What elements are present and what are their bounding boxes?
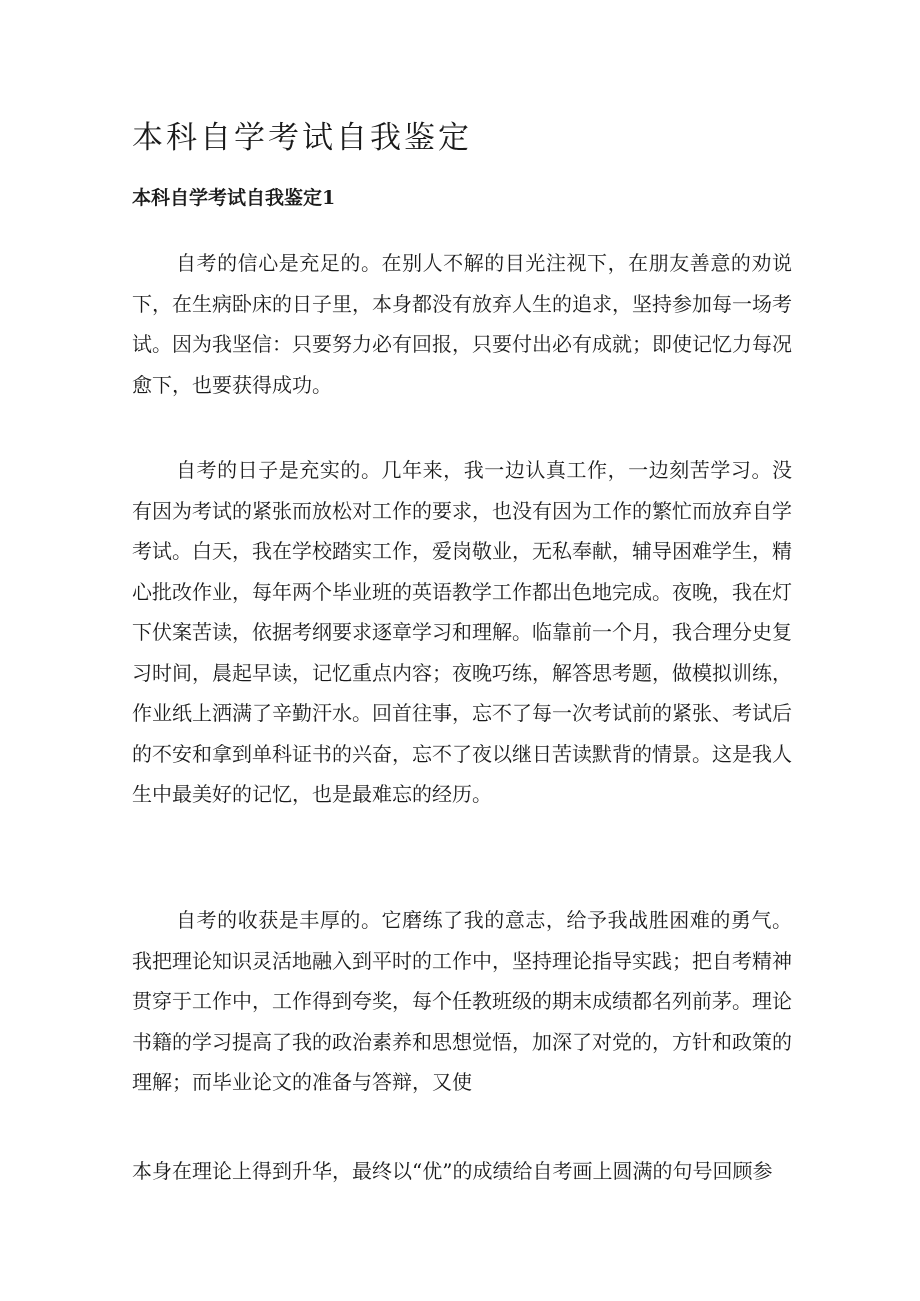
document-title: 本科自学考试自我鉴定 xyxy=(132,120,472,156)
document-subtitle: 本科自学考试自我鉴定1 xyxy=(132,187,336,209)
paragraph-1: 自考的信心是充足的。在别人不解的目光注视下，在朋友善意的劝说下，在生病卧床的日子里，本身都没有放弃人生的追求，坚持参加每一场考试。因为我坚信：只要努力必有回报，只要付出必有成就；即使记忆力每况愈下，也要获得成功。 xyxy=(132,251,792,397)
paragraph-3: 自考的收获是丰厚的。它磨练了我的意志，给予我战胜困难的勇气。我把理论知识灵活地融入到平时的工作中，坚持理论指导实践；把自考精神贯穿于工作中，工作得到夸奖，每个任教班级的期末成绩都名列前茅。理论书籍的学习提高了我的政治素养和思想觉悟，加深了对党的，方针和政策的理解；而毕业论文的准备与答辩，又使 xyxy=(132,908,792,1094)
paragraph-4: 本身在理论上得到升华，最终以“优”的成绩给自考画上圆满的句号回顾参 xyxy=(132,1159,773,1183)
paragraph-2: 自考的日子是充实的。几年来，我一边认真工作，一边刻苦学习。没有因为考试的紧张而放松对工作的要求，也没有因为工作的繁忙而放弃自学考试。白天，我在学校踏实工作，爱岗敬业，无私奉献，辅导困难学生，精心批改作业，每年两个毕业班的英语教学工作都出色地完成。夜晚，我在灯下伏案苦读，依据考纲要求逐章学习和理解。临靠前一个月，我合理分史复习时间，晨起早读，记忆重点内容；夜晚巧练，解答思考题，做模拟训练，作业纸上洒满了辛勤汗水。回首往事，忘不了每一次考试前的紧张、考试后的不安和拿到单科证书的兴奋，忘不了夜以继日苦读默背的情景。这是我人生中最美好的记忆，也是最难忘的经历。 xyxy=(132,458,792,806)
